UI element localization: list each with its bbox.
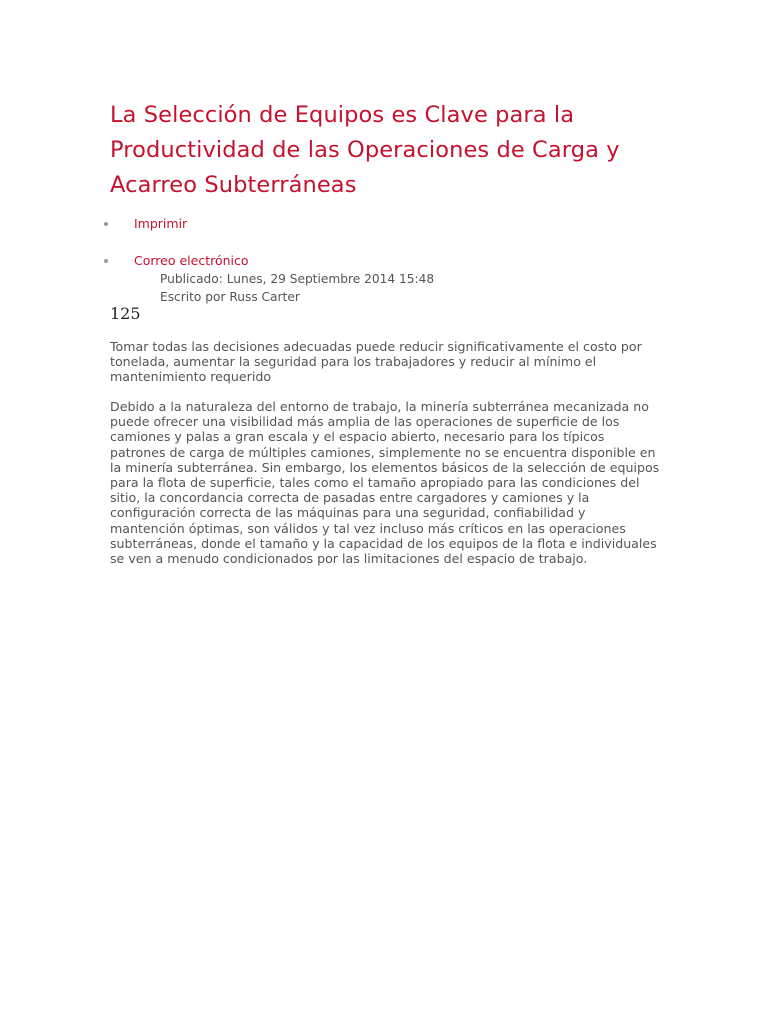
bullet-icon [104, 259, 108, 263]
published-date: Publicado: Lunes, 29 Septiembre 2014 15:48 [160, 272, 435, 286]
hit-count: 125 [110, 304, 141, 323]
article-body-paragraph: Debido a la naturaleza del entorno de trabajo, la minería subterránea mecanizada no puede ofrecer una visibilidad más amplia de las operaciones de superficie de los camiones y palas a gran escala y el espacio abierto, necesario para los típicos patrones de carga de múltiples camiones, simplemente no se encuentra disponible en la minería subterránea. Sin embargo, los elementos básicos de la selección de equipos para la flota de superficie, tales como el tamaño apropiado para las condiciones del sitio, la concordancia correcta de pasadas entre cargadores y camiones y la configuración correcta de las máquinas para una seguridad, confiabilidad y mantención óptimas, son válidos y tal vez incluso más críticos en las operaciones subterráneas, donde el tamaño y la capacidad de los equipos de la flota e individuales se ven a menudo condicionados por las limitaciones del espacio de trabajo. [110, 399, 660, 567]
print-action [0, 215, 400, 233]
article-intro-paragraph: Tomar todas las decisiones adecuadas puede reducir significativamente el costo por tonelada, aumentar la seguridad para los trabajadores y reducir al mínimo el mantenimiento requerido [110, 339, 642, 385]
article-title: La Selección de Equipos es Clave para la Productividad de las Operaciones de Carga y Acarreo Subterráneas [110, 102, 620, 198]
email-action [0, 252, 400, 270]
print-link[interactable]: Imprimir [134, 216, 188, 231]
bullet-icon [104, 222, 108, 226]
email-link[interactable]: Correo electrónico [134, 253, 249, 268]
author-byline: Escrito por Russ Carter [160, 290, 300, 304]
